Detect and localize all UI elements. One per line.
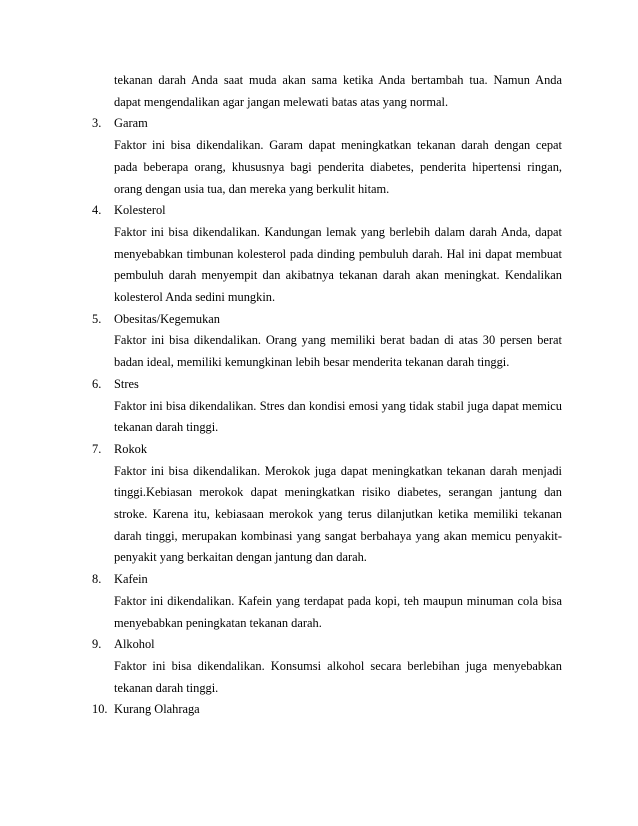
paragraph-line: menyebabkan timbunan kolesterol pada dinding pembuluh darah. Hal ini dapat membuat — [114, 246, 562, 261]
list-item-title: Kafein — [114, 572, 148, 587]
paragraph-line: menyebabkan peningkatan tekanan darah. — [114, 615, 322, 630]
list-item-number: 9. — [92, 637, 102, 652]
paragraph-line: pada beberapa orang, khususnya bagi penderita diabetes, penderita hipertensi ringan, — [114, 159, 562, 174]
paragraph-line: Faktor ini bisa dikendalikan. Orang yang memiliki berat badan di atas 30 persen berat — [114, 333, 562, 348]
paragraph-line: Faktor ini dikendalikan. Kafein yang terdapat pada kopi, teh maupun minuman cola bisa — [114, 593, 562, 608]
paragraph-line: Faktor ini bisa dikendalikan. Merokok juga dapat meningkatkan tekanan darah menjadi — [114, 463, 562, 478]
paragraph-line: Faktor ini bisa dikendalikan. Stres dan kondisi emosi yang tidak stabil juga dapat memicu — [114, 398, 562, 413]
paragraph-line: Faktor ini bisa dikendalikan. Konsumsi alkohol secara berlebihan juga menyebabkan — [114, 658, 562, 673]
paragraph-line: tekanan darah tinggi. — [114, 420, 219, 435]
list-item-number: 5. — [92, 311, 102, 326]
list-item-number: 4. — [92, 203, 102, 218]
paragraph-line: Faktor ini bisa dikendalikan. Kandungan lemak yang berlebih dalam darah Anda, dapat — [114, 224, 562, 239]
list-item-title: Obesitas/Kegemukan — [114, 311, 220, 326]
paragraph-line: orang dengan usia tua, dan mereka yang berkulit hitam. — [114, 181, 390, 196]
list-item-number: 3. — [92, 116, 102, 131]
list-item-number: 8. — [92, 572, 102, 587]
list-item-title: Rokok — [114, 441, 148, 456]
paragraph-line: badan ideal, memiliki kemungkinan lebih besar menderita tekanan darah tinggi. — [114, 355, 510, 370]
paragraph-line: stroke. Karena itu, kebiasaan merokok yang terus dilanjutkan ketika memiliki tekanan — [114, 507, 562, 521]
paragraph-line: tinggi.Kebiasan merokok dapat meningkatkan risiko diabetes, serangan jantung dan — [114, 485, 562, 500]
paragraph-line: pembuluh darah menyempit dan akibatnya tekanan darah akan meningkat. Kendalikan — [114, 268, 562, 283]
list-item-title: Alkohol — [114, 637, 155, 652]
list-item-number: 7. — [92, 441, 102, 456]
paragraph-line: tekanan darah Anda saat muda akan sama ketika Anda bertambah tua. Namun Anda — [114, 73, 562, 87]
paragraph-line: Faktor ini bisa dikendalikan. Garam dapat meningkatkan tekanan darah dengan cepat — [114, 138, 562, 153]
paragraph-line: penyakit yang berkaitan dengan jantung dan darah. — [114, 550, 367, 565]
list-item-title: Kurang Olahraga — [114, 702, 200, 717]
paragraph-line: darah tinggi, merupakan kombinasi yang sangat berbahaya yang akan memicu penyakit- — [114, 528, 562, 543]
list-item-number: 6. — [92, 376, 102, 391]
list-item-title: Stres — [114, 376, 139, 391]
paragraph-line: kolesterol Anda sedini mungkin. — [114, 290, 276, 304]
list-item-number: 10. — [92, 702, 108, 717]
paragraph-line: dapat mengendalikan agar jangan melewati batas atas yang normal. — [114, 94, 449, 109]
list-item-title: Kolesterol — [114, 203, 166, 218]
paragraph-line: tekanan darah tinggi. — [114, 680, 219, 695]
list-item-title: Garam — [114, 116, 148, 131]
